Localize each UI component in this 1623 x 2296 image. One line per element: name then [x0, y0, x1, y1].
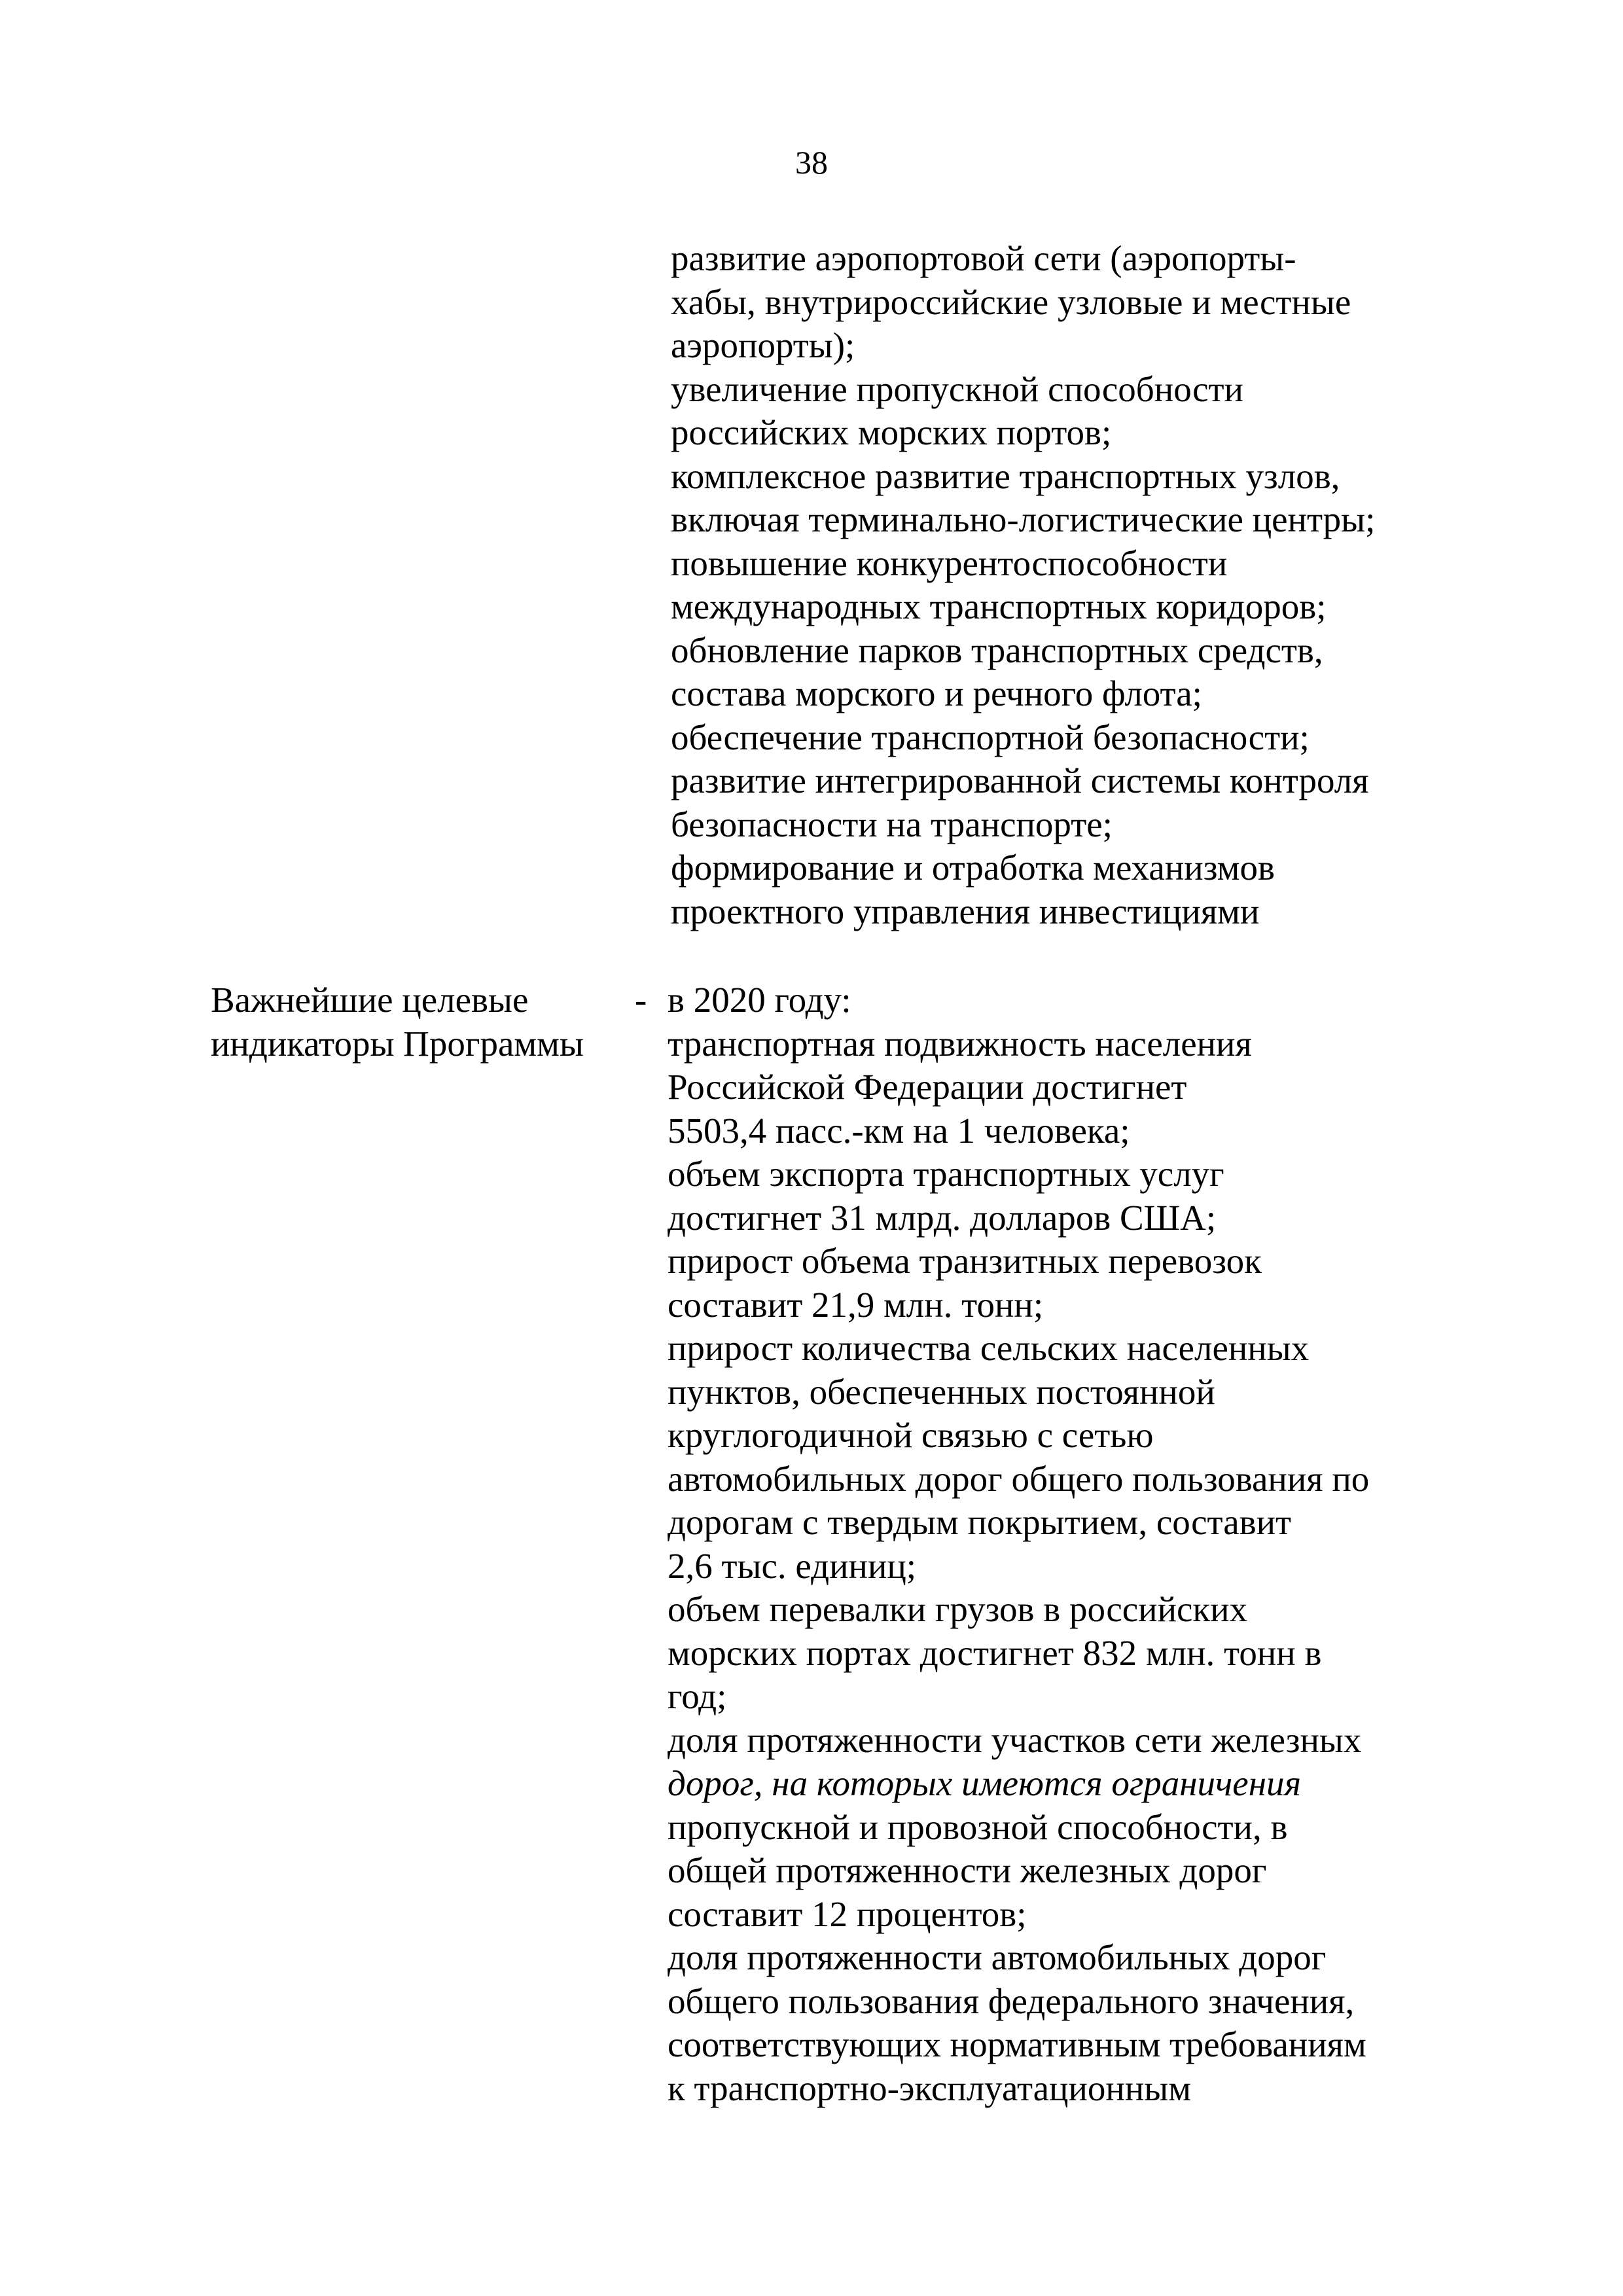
text-line: общего пользования федерального значения, [668, 1981, 1355, 2021]
text-line: дорогам с твердым покрытием, составит [668, 1502, 1292, 1542]
section-separator-dash: - [635, 980, 647, 1020]
text-line: международных транспортных коридоров; [671, 586, 1327, 626]
target-indicators-list [668, 978, 1597, 2110]
text-line: морских портах достигнет 832 млн. тонн в [668, 1632, 1322, 1673]
text-line: развитие аэропортовой сети (аэропорты- [671, 238, 1296, 278]
text-line: обновление парков транспортных средств, [671, 630, 1323, 670]
text-line: доля протяженности участков сети железных [668, 1719, 1362, 1760]
text-line: включая терминально-логистические центры; [671, 499, 1376, 539]
text-line: российских морских портов; [671, 412, 1112, 452]
text-line: безопасности на транспорте; [671, 804, 1113, 844]
text-line: прирост количества сельских населенных [668, 1328, 1310, 1368]
text-line: обеспечение транспортной безопасности; [671, 717, 1310, 757]
text-line: общей протяженности железных дорог [668, 1850, 1267, 1890]
text-line: развитие интегрированной системы контроля [671, 761, 1369, 800]
text-line: Российской Федерации достигнет [668, 1067, 1187, 1107]
text-line: достигнет 31 млрд. долларов США; [668, 1197, 1217, 1238]
text-line: к транспортно-эксплуатационным [668, 2068, 1192, 2108]
text-line: составит 12 процентов; [668, 1893, 1027, 1934]
text-line: год; [668, 1676, 727, 1716]
text-line: 5503,4 пасс.-км на 1 человека; [668, 1110, 1130, 1151]
text-line: объем экспорта транспортных услуг [668, 1154, 1224, 1194]
section-label-line: Важнейшие целевые [211, 980, 529, 1020]
text-line: в 2020 году: [668, 980, 851, 1020]
page-number: 38 [795, 144, 828, 181]
text-line: круглогодичной связью с сетью [668, 1415, 1154, 1455]
text-line: прирост объема транзитных перевозок [668, 1241, 1262, 1281]
text-line: аэропорты); [671, 325, 855, 365]
text-line: хабы, внутрироссийские узловые и местные [671, 281, 1351, 322]
text-line: 2,6 тыс. единиц; [668, 1545, 917, 1586]
text-line: пунктов, обеспеченных постоянной [668, 1371, 1215, 1412]
text-line: составит 21,9 млн. тонн; [668, 1284, 1044, 1325]
text-line: автомобильных дорог общего пользования по [668, 1458, 1370, 1499]
text-line: повышение конкурентоспособности [671, 543, 1228, 583]
text-line: увеличение пропускной способности [671, 368, 1243, 409]
text-line: проектного управления инвестициями [671, 891, 1260, 931]
section-label-line: индикаторы Программы [211, 1023, 584, 1064]
text-line: транспортная подвижность населения [668, 1023, 1252, 1064]
text-line: соответствующих нормативным требованиям [668, 2024, 1366, 2064]
text-line: состава морского и речного флота; [671, 673, 1202, 713]
text-line: доля протяженности автомобильных дорог [668, 1937, 1327, 1977]
text-line: дорог, на которых имеются ограничения [668, 1763, 1302, 1803]
text-line: пропускной и провозной способности, в [668, 1806, 1288, 1847]
continued-measures-list [671, 237, 1587, 933]
section-label [211, 978, 630, 1066]
text-line: формирование и отработка механизмов [671, 848, 1275, 888]
text-line: комплексное развитие транспортных узлов, [671, 456, 1340, 496]
text-line: объем перевалки грузов в российских [668, 1589, 1248, 1629]
